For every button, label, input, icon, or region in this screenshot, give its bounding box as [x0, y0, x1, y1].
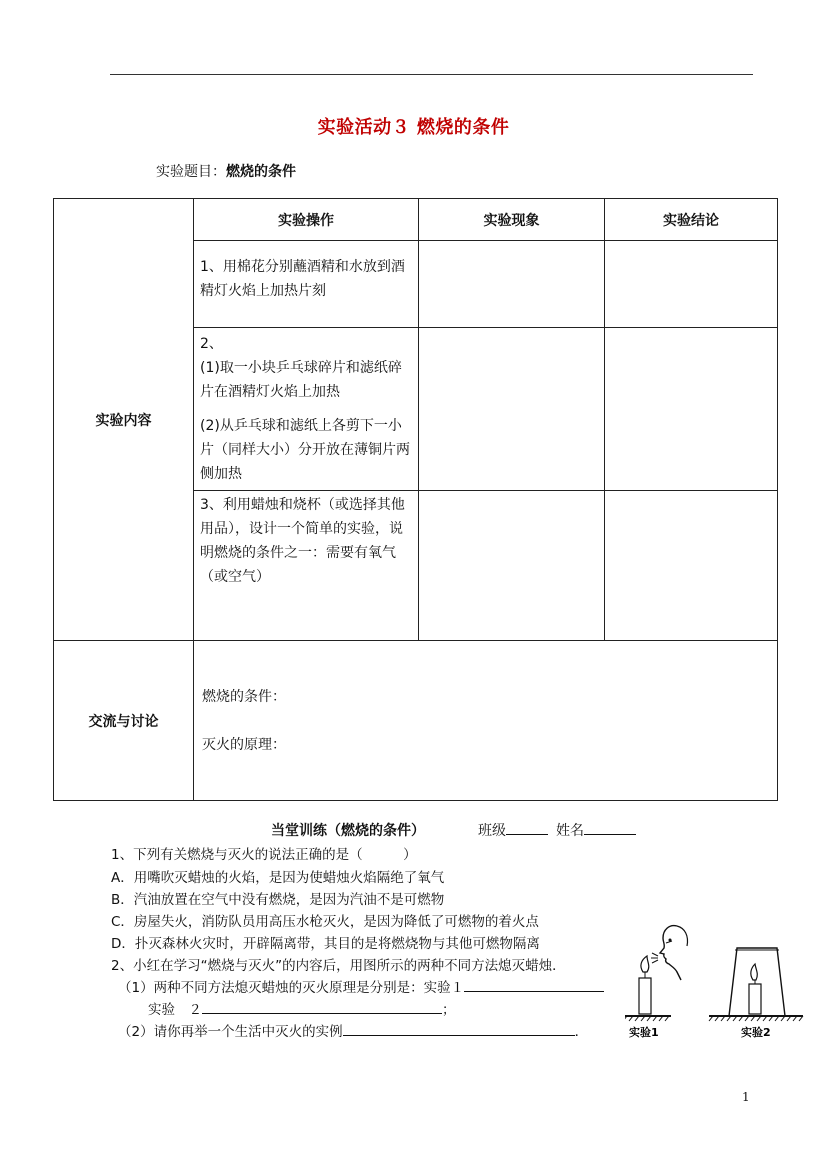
side-label-content: 实验内容 — [54, 199, 194, 641]
page-number: 1 — [742, 1090, 750, 1104]
subject-value: 燃烧的条件 — [226, 164, 296, 180]
operation-text-2-b: (2)从乒乓球和滤纸上各剪下一小片（同样大小）分开放在薄铜片两侧加热 — [200, 418, 410, 482]
period: ． — [574, 1024, 589, 1040]
principle-label: 灭火的原理： — [202, 736, 286, 753]
practice-title: 当堂训练（燃烧的条件） — [271, 823, 425, 839]
operation-text-2-a: (1)取一小块乒乓球碎片和滤纸碎片在酒精灯火焰上加热 — [200, 360, 402, 400]
operation-text-1: 1、用棉花分别蘸酒精和水放到酒精灯火焰上加热片刻 — [200, 259, 405, 299]
class-name-fields — [478, 820, 636, 840]
figure-label-2: 实验2 — [741, 1026, 771, 1039]
semicolon: ； — [442, 1002, 456, 1018]
option-a: A．用嘴吹灭蜡烛的火焰，是因为使蜡烛火焰隔绝了氧气 — [111, 870, 445, 886]
class-label: 班级 — [478, 823, 506, 839]
subject-label: 实验题目： — [156, 164, 226, 180]
question-1: 1、下列有关燃烧与灭火的说法正确的是（ ） — [111, 847, 417, 863]
answer-blank-example[interactable] — [343, 1021, 575, 1036]
conclusion-cell-2[interactable] — [605, 328, 778, 491]
experiment-2-figure — [709, 948, 803, 1021]
discussion-cell[interactable] — [194, 641, 778, 801]
option-b: B．汽油放置在空气中没有燃烧，是因为汽油不是可燃物 — [111, 892, 445, 908]
operation-text-3: 3、利用蜡烛和烧杯（或选择其他用品），设计一个简单的实验，说明燃烧的条件之一：需要有氧气（或空气） — [200, 497, 405, 585]
side-label-discussion: 交流与讨论 — [54, 641, 194, 801]
phenomenon-cell-1[interactable] — [419, 241, 605, 328]
option-c: C．房屋失火，消防队员用高压水枪灭火，是因为降低了可燃物的着火点 — [111, 914, 539, 930]
experiment-1-figure — [625, 926, 688, 1021]
header-phenomenon: 实验现象 — [419, 199, 605, 241]
header-operation: 实验操作 — [194, 199, 419, 241]
header-rule — [110, 74, 753, 75]
experiment-table — [53, 198, 778, 801]
option-d: D．扑灭森林火灾时，开辟隔离带，其目的是将燃烧物与其他可燃物隔离 — [111, 936, 540, 952]
question-2-1b-text: 实验 ２ — [148, 1002, 202, 1018]
name-label: 姓名 — [556, 823, 584, 839]
answer-blank-exp1[interactable] — [464, 977, 604, 992]
candle-experiment-figure — [625, 920, 805, 1045]
experiment-subject — [156, 161, 296, 181]
conclusion-cell-1[interactable] — [605, 241, 778, 328]
question-2-2 — [118, 1020, 588, 1040]
header-conclusion: 实验结论 — [605, 199, 778, 241]
question-2: 2、小红在学习“燃烧与灭火”的内容后，用图所示的两种不同方法熄灭蜡烛． — [111, 958, 566, 974]
phenomenon-cell-3[interactable] — [419, 491, 605, 641]
operation-text-2-head: 2、 — [200, 336, 223, 352]
conclusion-cell-3[interactable] — [605, 491, 778, 641]
question-2-1b — [148, 998, 456, 1018]
phenomenon-cell-2[interactable] — [419, 328, 605, 491]
question-2-1-text: （1）两种不同方法熄灭蜡烛的灭火原理是分别是：实验１ — [118, 980, 465, 996]
class-blank[interactable] — [506, 820, 548, 835]
operation-cell-2 — [194, 328, 419, 491]
figure-label-1: 实验1 — [629, 1026, 659, 1039]
condition-label: 燃烧的条件： — [202, 688, 286, 705]
answer-blank-exp2[interactable] — [202, 999, 442, 1014]
page-title: 实验活动３ 燃烧的条件 — [317, 117, 510, 138]
question-2-2-text: （2）请你再举一个生活中灭火的实例 — [118, 1024, 343, 1040]
operation-cell-1 — [194, 241, 419, 328]
name-blank[interactable] — [584, 820, 636, 835]
operation-cell-3 — [194, 491, 419, 641]
question-2-1 — [118, 976, 604, 996]
